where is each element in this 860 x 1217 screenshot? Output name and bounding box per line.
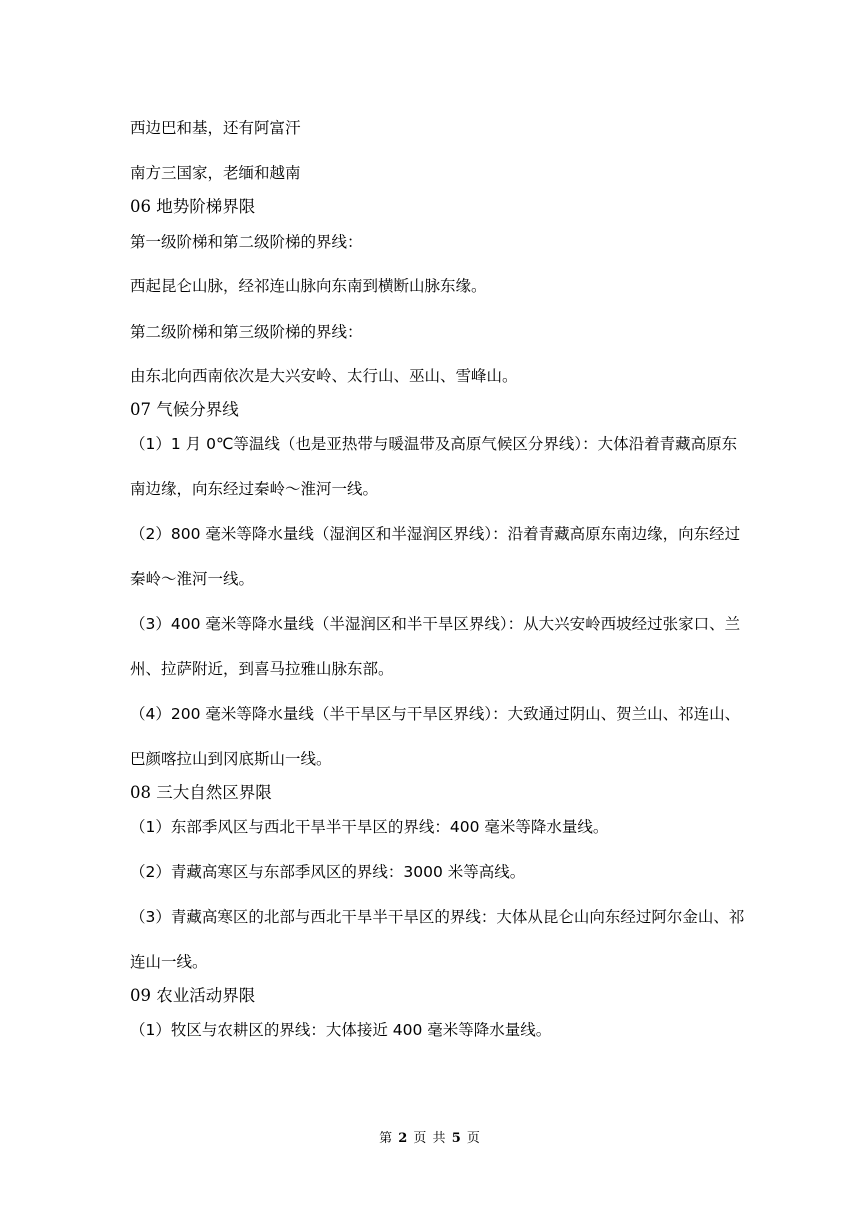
- section-heading-09: 09 农业活动界限: [130, 986, 256, 1005]
- paragraph: 第一级阶梯和第二级阶梯的界线：: [130, 233, 363, 251]
- natural-region-item-1: （1）东部季风区与西北干旱半干旱区的界线：400 毫米等降水量线。: [130, 818, 609, 836]
- climate-item-3-line-1: （3）400 毫米等降水量线（半湿润区和半干旱区界线）：从大兴安岭西坡经过张家口、兰: [130, 615, 741, 633]
- page-number: 2: [398, 1131, 409, 1146]
- paragraph: 西起昆仑山脉，经祁连山脉向东南到横断山脉东缘。: [130, 277, 487, 295]
- paragraph: 南方三国家，老缅和越南: [130, 164, 301, 182]
- agriculture-item-1: （1）牧区与农耕区的界线：大体接近 400 毫米等降水量线。: [130, 1021, 552, 1039]
- climate-item-2-line-2: 秦岭～淮河一线。: [130, 570, 255, 588]
- natural-region-item-3-line-2: 连山一线。: [130, 953, 208, 971]
- section-heading-08: 08 三大自然区界限: [130, 783, 272, 802]
- paragraph: 第二级阶梯和第三级阶梯的界线：: [130, 323, 363, 341]
- climate-item-4-line-2: 巴颜喀拉山到冈底斯山一线。: [130, 750, 332, 768]
- climate-item-3-line-2: 州、拉萨附近，到喜马拉雅山脉东部。: [130, 660, 394, 678]
- climate-item-2-line-1: （2）800 毫米等降水量线（湿润区和半湿润区界线）：沿着青藏高原东南边缘，向东经过: [130, 525, 741, 543]
- natural-region-item-2: （2）青藏高寒区与东部季风区的界线：3000 米等高线。: [130, 863, 526, 881]
- footer-middle: 页 共: [413, 1131, 447, 1146]
- page-total: 5: [451, 1131, 462, 1146]
- section-heading-07: 07 气候分界线: [130, 400, 239, 419]
- paragraph: 由东北向西南依次是大兴安岭、太行山、巫山、雪峰山。: [130, 367, 518, 385]
- footer-suffix: 页: [466, 1131, 481, 1146]
- page-footer: [0, 1131, 860, 1147]
- footer-prefix: 第: [379, 1131, 394, 1146]
- paragraph: 西边巴和基，还有阿富汗: [130, 119, 301, 137]
- natural-region-item-3-line-1: （3）青藏高寒区的北部与西北干旱半干旱区的界线：大体从昆仑山向东经过阿尔金山、祁: [130, 908, 745, 926]
- climate-item-1-line-1: （1）1 月 0℃等温线（也是亚热带与暖温带及高原气候区分界线）：大体沿着青藏高原东: [130, 435, 738, 453]
- climate-item-4-line-1: （4）200 毫米等降水量线（半干旱区与干旱区界线）：大致通过阴山、贺兰山、祁连山、: [130, 705, 741, 723]
- climate-item-1-line-2: 南边缘，向东经过秦岭～淮河一线。: [130, 480, 379, 498]
- section-heading-06: 06 地势阶梯界限: [130, 197, 256, 216]
